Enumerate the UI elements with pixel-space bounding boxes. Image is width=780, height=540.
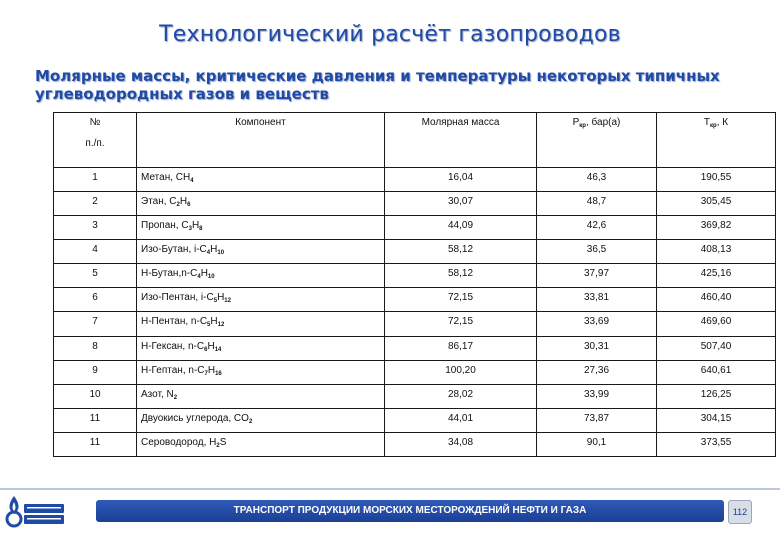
component-text: H — [210, 244, 218, 256]
formula-subscript: 3 — [188, 226, 192, 233]
header-critical-temperature — [657, 113, 776, 168]
cell-component — [137, 408, 385, 432]
cell-critical-temperature: 408,13 — [657, 240, 776, 264]
table-row — [54, 312, 776, 336]
cell-critical-pressure: 36,5 — [537, 240, 657, 264]
cell-critical-temperature: 460,40 — [657, 288, 776, 312]
table-caption: Молярные массы, критические давления и температуры некоторых типичных углеводородных газов и веществ — [35, 67, 720, 103]
table-row — [54, 432, 776, 456]
component-text: Этан, C — [141, 196, 177, 208]
header-p-symbol: P — [572, 117, 580, 128]
gas-properties-table — [53, 112, 776, 457]
header-t-symbol: T — [703, 117, 711, 128]
formula-subscript: 2 — [248, 418, 253, 425]
formula-subscript: 10 — [207, 274, 215, 281]
cell-critical-temperature: 126,25 — [657, 384, 776, 408]
formula-subscript: 5 — [207, 322, 211, 329]
formula-subscript: 2 — [176, 202, 180, 209]
cell-critical-temperature: 640,61 — [657, 360, 776, 384]
cell-molar-mass: 58,12 — [385, 264, 537, 288]
component-text: H — [179, 196, 188, 208]
table-row — [54, 168, 776, 192]
footer-banner: ТРАНСПОРТ ПРОДУКЦИИ МОРСКИХ МЕСТОРОЖДЕНИЙ НЕФТИ И ГАЗА — [96, 500, 724, 522]
cell-molar-mass: 72,15 — [385, 288, 537, 312]
component-text: H — [207, 340, 215, 352]
cell-component — [137, 384, 385, 408]
header-number-abbr: п./п. — [85, 138, 105, 149]
cell-critical-pressure: 33,99 — [537, 384, 657, 408]
component-text: Метан, CH — [141, 172, 191, 183]
cell-number: 9 — [54, 360, 137, 384]
table-row — [54, 336, 776, 360]
table-row — [54, 360, 776, 384]
component-text: Н-Гептан, n-C — [141, 364, 205, 376]
table-row — [54, 216, 776, 240]
component-text: H — [200, 268, 208, 280]
cell-critical-temperature: 190,55 — [657, 168, 776, 192]
table-row — [54, 408, 776, 432]
formula-subscript: 2 — [216, 442, 220, 449]
cell-component — [137, 192, 385, 216]
gazprom-logo-icon — [4, 492, 68, 532]
component-text: Пропан, C — [141, 220, 189, 232]
data-table-container — [53, 112, 732, 457]
cell-molar-mass: 58,12 — [385, 240, 537, 264]
cell-critical-pressure: 27,36 — [537, 360, 657, 384]
cell-number: 11 — [54, 408, 137, 432]
cell-critical-pressure: 46,3 — [537, 168, 657, 192]
cell-critical-pressure: 42,6 — [537, 216, 657, 240]
cell-critical-pressure: 37,97 — [537, 264, 657, 288]
cell-molar-mass: 44,01 — [385, 408, 537, 432]
header-number — [54, 113, 137, 168]
formula-subscript: 7 — [204, 370, 208, 377]
cell-number: 2 — [54, 192, 137, 216]
component-text: H — [207, 364, 216, 376]
cell-molar-mass: 44,09 — [385, 216, 537, 240]
header-t-unit: , К — [716, 117, 729, 128]
formula-subscript: 8 — [199, 226, 203, 233]
cell-molar-mass: 100,20 — [385, 360, 537, 384]
formula-subscript: 6 — [204, 346, 208, 353]
component-text: H — [191, 220, 200, 232]
formula-subscript: 14 — [214, 346, 222, 353]
table-row — [54, 240, 776, 264]
formula-subscript: 16 — [215, 370, 222, 377]
cell-critical-pressure: 33,81 — [537, 288, 657, 312]
component-text: H — [217, 292, 225, 304]
header-p-unit: , бар(а) — [585, 117, 621, 128]
component-text: Изо-Пентан, i-C — [141, 292, 214, 304]
component-text: Изо-Бутан, i-C — [141, 244, 207, 256]
cell-molar-mass: 30,07 — [385, 192, 537, 216]
cell-critical-temperature: 305,45 — [657, 192, 776, 216]
component-text: S — [219, 436, 227, 448]
cell-molar-mass: 72,15 — [385, 312, 537, 336]
table-row — [54, 192, 776, 216]
cell-component — [137, 336, 385, 360]
cell-molar-mass: 34,08 — [385, 432, 537, 456]
cell-critical-pressure: 48,7 — [537, 192, 657, 216]
formula-subscript: 12 — [224, 298, 231, 305]
cell-number: 8 — [54, 336, 137, 360]
gazprom-logo — [4, 492, 68, 532]
cell-number: 4 — [54, 240, 137, 264]
cell-component — [137, 216, 385, 240]
cell-component — [137, 240, 385, 264]
cell-critical-temperature: 373,55 — [657, 432, 776, 456]
cell-molar-mass: 28,02 — [385, 384, 537, 408]
table-body — [54, 168, 776, 457]
cell-number: 1 — [54, 168, 137, 192]
cell-number: 10 — [54, 384, 137, 408]
formula-subscript: 5 — [213, 298, 218, 305]
cell-component — [137, 288, 385, 312]
table-header-row — [54, 113, 776, 168]
component-text: Н-Бутан,n-C — [141, 268, 198, 280]
cell-critical-temperature: 469,60 — [657, 312, 776, 336]
cell-component — [137, 168, 385, 192]
formula-subscript: 2 — [173, 394, 178, 401]
cell-molar-mass: 86,17 — [385, 336, 537, 360]
cell-critical-temperature: 507,40 — [657, 336, 776, 360]
component-text: Н-Гексан, n-C — [141, 340, 205, 352]
cell-component — [137, 264, 385, 288]
footer-divider — [0, 488, 780, 490]
cell-critical-temperature: 369,82 — [657, 216, 776, 240]
header-number-symbol: № — [89, 117, 101, 128]
component-text: Н-Пентан, n-C — [141, 316, 208, 328]
formula-subscript: 4 — [206, 250, 211, 257]
component-text: H — [210, 316, 218, 328]
cell-number: 6 — [54, 288, 137, 312]
header-component: Компонент — [137, 113, 385, 168]
cell-critical-pressure: 33,69 — [537, 312, 657, 336]
cell-critical-pressure: 30,31 — [537, 336, 657, 360]
formula-subscript: 6 — [187, 202, 191, 209]
formula-subscript: 12 — [217, 322, 225, 329]
cell-critical-temperature: 425,16 — [657, 264, 776, 288]
formula-subscript: 10 — [217, 250, 225, 257]
component-text: Азот, N — [141, 388, 174, 400]
cell-number: 3 — [54, 216, 137, 240]
page-number: 112 — [728, 500, 752, 524]
cell-critical-pressure: 90,1 — [537, 432, 657, 456]
formula-subscript: 4 — [197, 274, 201, 281]
table-row — [54, 288, 776, 312]
cell-number: 7 — [54, 312, 137, 336]
cell-critical-pressure: 73,87 — [537, 408, 657, 432]
header-t-subscript: кр — [710, 123, 717, 129]
slide-title: Технологический расчёт газопроводов — [159, 22, 621, 47]
component-text: Двуокись углерода, CO — [141, 412, 249, 424]
cell-component — [137, 312, 385, 336]
header-molar-mass: Молярная масса — [385, 113, 537, 168]
header-p-subscript: кр — [579, 123, 586, 129]
cell-component — [137, 432, 385, 456]
cell-component — [137, 360, 385, 384]
cell-number: 5 — [54, 264, 137, 288]
table-row — [54, 264, 776, 288]
header-critical-pressure — [537, 113, 657, 168]
cell-number: 11 — [54, 432, 137, 456]
table-row — [54, 384, 776, 408]
component-text: Сероводород, H — [141, 436, 217, 448]
cell-molar-mass: 16,04 — [385, 168, 537, 192]
formula-subscript: 4 — [190, 178, 194, 184]
cell-critical-temperature: 304,15 — [657, 408, 776, 432]
